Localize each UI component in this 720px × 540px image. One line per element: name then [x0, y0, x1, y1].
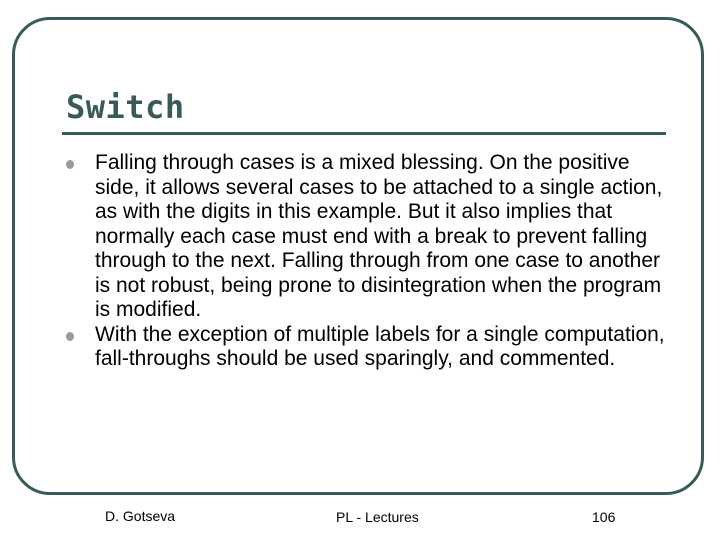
- bullet-list: [66, 151, 666, 372]
- bullet-icon: [66, 332, 74, 341]
- page-number: 106: [592, 509, 616, 525]
- footer-author: D. Gotseva: [105, 508, 176, 524]
- bullet-text: Falling through cases is a mixed blessing. On the positive side, it allows several cases to be attached to a single action, as with the digits in this example. But it also implies that normally each case must end with a break to prevent falling through to the next. Falling through from one case to another is not robust, being prone to disintegration when the program is modified.: [95, 151, 663, 321]
- footer-course: PL - Lectures: [336, 509, 419, 525]
- bullet-item: [66, 323, 666, 372]
- title-underline: [62, 132, 666, 135]
- slide-title: Switch: [66, 88, 185, 126]
- bullet-text: With the exception of multiple labels for a single computation, fall-throughs should be used sparingly, and commented.: [95, 322, 665, 370]
- bullet-icon: [66, 160, 74, 169]
- bullet-item: [66, 151, 666, 323]
